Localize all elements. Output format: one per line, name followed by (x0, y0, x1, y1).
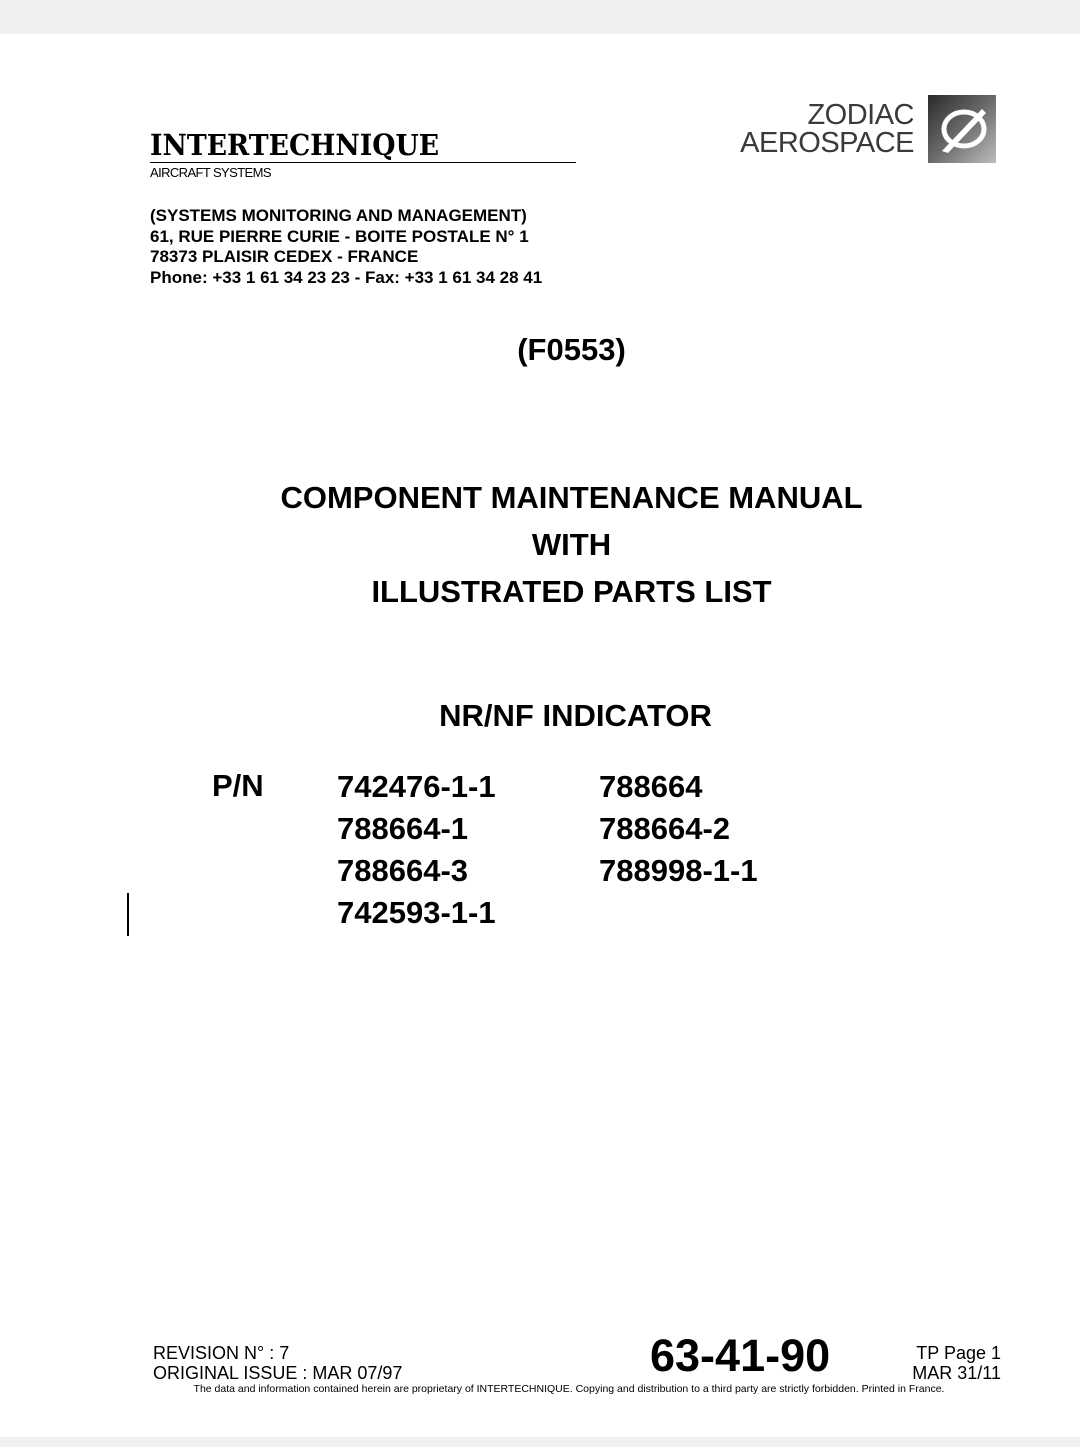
zodiac-aerospace-logo-icon (928, 95, 996, 163)
part-number: 788664 (599, 769, 703, 804)
revision-number: REVISION N° : 7 (153, 1343, 290, 1363)
ata-chapter-code: 63-41-90 (650, 1330, 831, 1381)
address-line-1: (SYSTEMS MONITORING AND MANAGEMENT) (150, 206, 527, 225)
manual-title (0, 474, 1080, 615)
zodiac-logo-line2: AEROSPACE (740, 127, 914, 159)
original-issue: ORIGINAL ISSUE : MAR 07/97 (153, 1363, 403, 1383)
part-number: 788664-3 (337, 853, 469, 888)
part-number-list (337, 768, 799, 931)
address-line-4: Phone: +33 1 61 34 23 23 - Fax: +33 1 61 34 28 41 (150, 267, 543, 287)
footer-revision-block (153, 1343, 402, 1383)
address-line-2: 61, RUE PIERRE CURIE - BOITE POSTALE N° 1 (150, 226, 529, 246)
proprietary-notice: The data and information contained herein are proprietary of INTERTECHNIQUE. Copying and distribution to a third party are strictly forbidden. Printed in France. (193, 1383, 945, 1395)
title-line-3: ILLUSTRATED PARTS LIST (371, 574, 772, 609)
title-line-1: COMPONENT MAINTENANCE MANUAL (280, 480, 863, 515)
document-number: (F0553) (517, 332, 626, 367)
brand-subtitle: AIRCRAFT SYSTEMS (150, 165, 271, 180)
subject-title: NR/NF INDICATOR (439, 698, 712, 733)
address-line-3: 78373 PLAISIR CEDEX - FRANCE (150, 247, 419, 266)
top-margin-band (0, 0, 1080, 34)
page-number: TP Page 1 (916, 1343, 1001, 1363)
title-line-2: WITH (531, 527, 612, 562)
intertechnique-brand (150, 128, 576, 181)
part-number: 788998-1-1 (599, 853, 758, 888)
footer-page-block (912, 1343, 1001, 1383)
page-date: MAR 31/11 (912, 1363, 1001, 1383)
revision-change-bar (127, 893, 129, 936)
zodiac-aerospace-logo (740, 94, 996, 164)
zodiac-logo-text (740, 101, 914, 157)
part-number: 742593-1-1 (337, 895, 496, 930)
part-number: 788664-1 (337, 811, 469, 846)
part-number: 788664-2 (599, 811, 731, 846)
part-number: 742476-1-1 (337, 769, 496, 804)
bottom-margin-band (0, 1437, 1080, 1447)
brand-rule (150, 162, 576, 163)
brand-name: INTERTECHNIQUE (150, 128, 440, 162)
zodiac-logo-line1: ZODIAC (807, 99, 914, 131)
address-block (150, 206, 542, 288)
part-number-label: P/N (212, 768, 264, 803)
